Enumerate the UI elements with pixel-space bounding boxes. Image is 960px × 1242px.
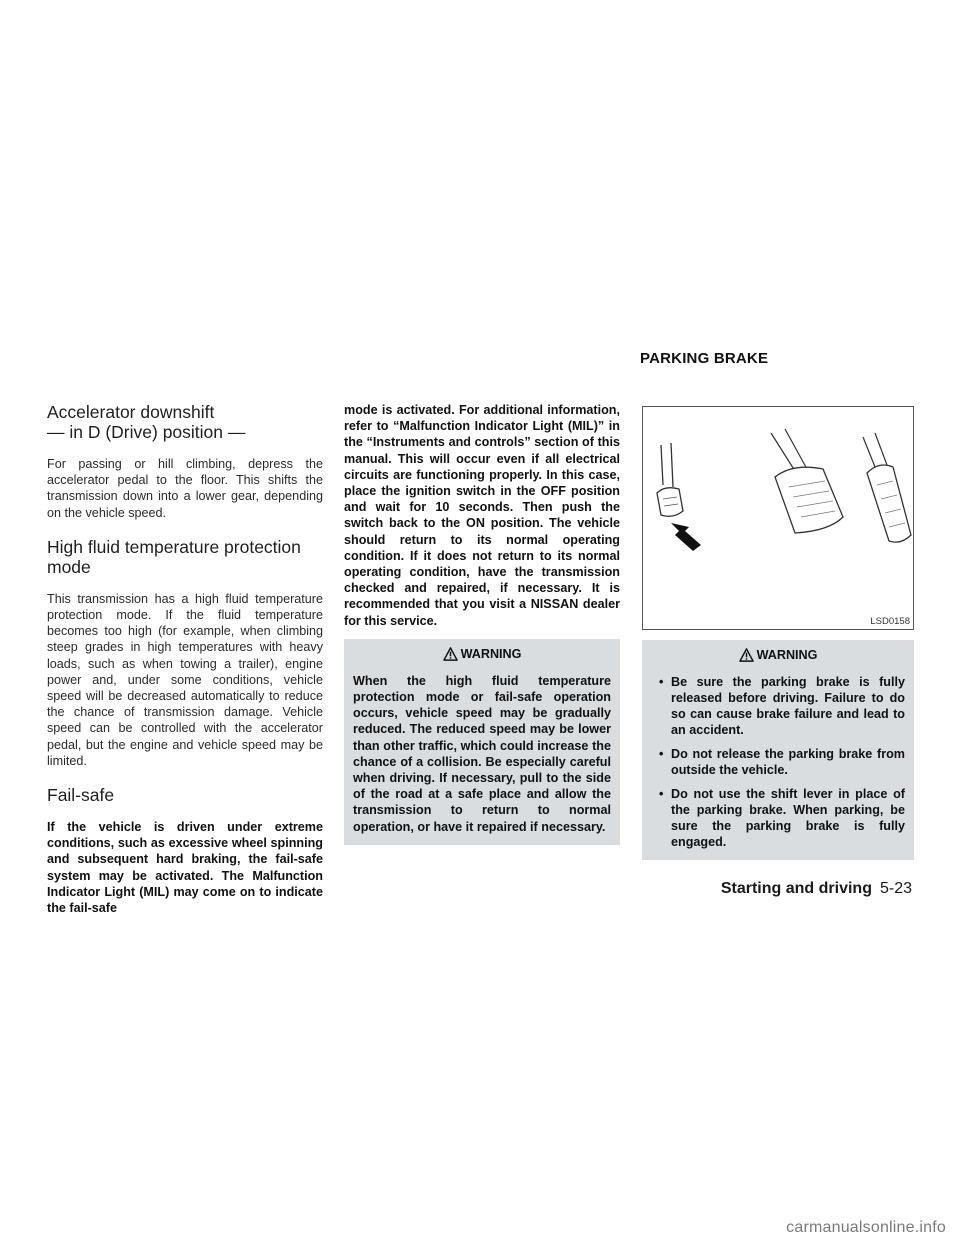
page-footer (0, 880, 912, 898)
warning-triangle-icon (443, 647, 458, 661)
warning-list-item: • Do not use the shift lever in place of the parking brake. When parking, be sure the parking brake is fully engaged. (659, 787, 905, 849)
watermark-text: carmanualsonline.info (786, 1219, 946, 1236)
warning-box-fluid-temperature (344, 639, 620, 845)
watermark-bar (0, 1212, 960, 1242)
warning-heading: WARNING (651, 648, 905, 662)
warning-list-item: • Be sure the parking brake is fully released before driving. Failure to do so can cause brake failure and lead to an accident. (659, 675, 905, 737)
column-3 (642, 406, 914, 860)
warning-text: When the high fluid temperature protection mode or fail-safe operation occurs, vehicle speed may be gradually reduced. The reduced speed may be lower than other traffic, which could increase the chance of a collision. Be especially careful when driving. If necessary, pull to the side of the road at a safe place and allow the transmission to return to normal operation, or have it repaired if necessary. (353, 673, 611, 834)
warning-heading: WARNING (353, 647, 611, 661)
warning-triangle-icon (739, 648, 754, 662)
warning-list-item: • Do not release the parking brake from outside the vehicle. (659, 747, 905, 777)
chapter-title: Starting and driving (720, 880, 872, 897)
section-title-parking-brake: PARKING BRAKE (640, 350, 769, 367)
heading-high-fluid-temperature: High fluid temperature protection mode (47, 536, 301, 577)
column-2 (344, 402, 620, 845)
figure-code: LSD0158 (870, 616, 910, 627)
paragraph-fail-safe: If the vehicle is driven under extreme conditions, such as excessive wheel spinning and subsequent hard braking, the fail-safe system may be activated. The Malfunction Indicator Light (MIL) may come on to indicate the fail-safe (47, 820, 323, 916)
paragraph-accelerator-downshift: For passing or hill climbing, depress the accelerator pedal to the floor. This shifts the transmission down into a lower gear, depending on the vehicle speed. (47, 457, 323, 520)
page-number: 5-23 (879, 880, 912, 897)
paragraph-fail-safe-continued: mode is activated. For additional information, refer to “Malfunction Indicator Light (MIL)” in the “Instruments and controls” section of this manual. This will occur even if all electrical circuits are functioning properly. In this case, place the ignition switch in the OFF position and wait for 10 seconds. Then push the switch back to the ON position. The vehicle should return to its normal operating condition. If it does not return to its normal operating condition, have the transmission checked and repaired, if necessary. It is recommended that you visit a NISSAN dealer for this service. (344, 403, 620, 628)
heading-fail-safe: Fail-safe (47, 785, 115, 806)
parking-brake-pedal-figure (642, 406, 914, 630)
parking-brake-illustration (643, 407, 913, 629)
heading-accelerator-downshift: Accelerator downshift — in D (Drive) position — (47, 402, 246, 442)
warning-list (651, 674, 905, 850)
column-1 (47, 402, 323, 928)
paragraph-high-fluid-temperature: This transmission has a high fluid temperature protection mode. If the fluid temperature becomes too high (for example, when climbing steep grades in high temperatures with heavy loads, such as when towing a trailer), engine power and, under some conditions, vehicle speed will be decreased automatically to reduce the chance of transmission damage. Vehicle speed can be controlled with the accelerator pedal, but the engine and vehicle speed may be limited. (47, 591, 323, 768)
warning-box-parking-brake (642, 640, 914, 860)
